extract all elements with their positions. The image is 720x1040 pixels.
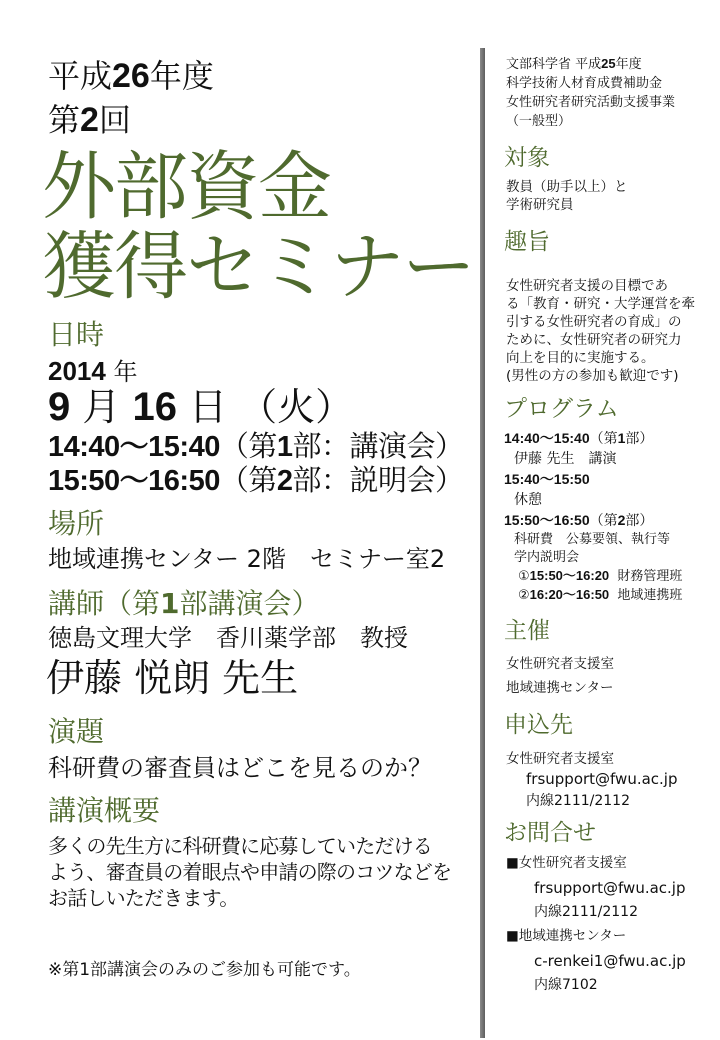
summary-text xyxy=(48,833,451,911)
organizer-heading: 主催 xyxy=(504,618,550,644)
program-list: 14:40～15:40（第1部） 伊藤 先生 講演 15:40～15:50 休憩 15:50～16:50（第2部） 科研費 公募要領、執行等 学内説明会 ①15:50～16:20 財務管理班 ②16:20～16:50 地域連携班 xyxy=(504,430,683,603)
schedule-heading: 日時 xyxy=(48,318,105,351)
purpose-heading: 趣旨 xyxy=(504,229,550,255)
session2-time: 15:50～16:50（第2部：説明会） xyxy=(48,463,464,497)
target-heading: 対象 xyxy=(504,145,550,171)
organizer-text: 女性研究者支援室 地域連携センター xyxy=(506,656,614,696)
schedule-date: 9 月 16 日 （火） xyxy=(48,385,354,429)
summary-line: 多くの先生方に科研費に応募していただける xyxy=(48,834,432,858)
column-divider xyxy=(480,48,485,1038)
topic-heading: 演題 xyxy=(48,715,105,748)
purpose-text: 女性研究者支援の目標であ る「教育・研究・大学運営を牽 引する女性研究者の育成」の ために、女性研究者の研究力 向上を目的に実施する。 (男性の方の参加も歓迎です) xyxy=(506,278,695,384)
page-title-line1: 外部資金 xyxy=(42,144,330,230)
lecturer-affiliation: 徳島文理大学 香川薬学部 教授 xyxy=(48,624,408,652)
seminar-round: 第2回 xyxy=(48,101,131,139)
summary-heading: 講演概要 xyxy=(48,794,161,827)
topic-text: 科研費の審査員はどこを見るのか？ xyxy=(48,754,432,782)
target-text: 教員（助手以上）と 学術研究員 xyxy=(506,179,628,213)
contact-email-2: c-renkei1@fwu.ac.jp xyxy=(534,952,686,970)
application-email: frsupport@fwu.ac.jp xyxy=(526,770,678,788)
lecturer-heading: 講師（第1部講演会） xyxy=(48,587,320,620)
schedule-year: 2014 年 xyxy=(48,356,138,386)
program-heading: プログラム xyxy=(504,396,619,422)
lecturer-name: 伊藤 悦朗 先生 xyxy=(46,656,299,700)
venue-text: 地域連携センター 2階 セミナー室2 xyxy=(48,545,446,573)
application-heading: 申込先 xyxy=(504,712,573,738)
page-title-line2: 獲得セミナー xyxy=(42,224,474,310)
participation-note: ※第1部講演会のみのご参加も可能です。 xyxy=(48,960,361,980)
fiscal-year: 平成26年度 xyxy=(48,57,214,95)
venue-heading: 場所 xyxy=(48,507,105,540)
funding-info: 文部科学省 平成25年度 科学技術人材育成費補助金 女性研究者研究活動支援事業 （一般型） xyxy=(506,56,676,129)
contact-email-1: frsupport@fwu.ac.jp xyxy=(534,879,686,897)
summary-line: お話しいただきます。 xyxy=(48,886,239,910)
contact-text: ■女性研究者支援室 frsupport@fwu.ac.jp 内線2111/2112 ■地域連携センター c-renkei1@fwu.ac.jp 内線7102 xyxy=(506,855,686,993)
application-text: 女性研究者支援室 frsupport@fwu.ac.jp 内線2111/2112 xyxy=(506,751,678,809)
session1-time: 14:40～15:40（第1部：講演会） xyxy=(48,429,464,463)
summary-line: よう、審査員の着眼点や申請の際のコツなどを xyxy=(48,860,452,884)
contact-heading: お問合せ xyxy=(504,820,596,846)
